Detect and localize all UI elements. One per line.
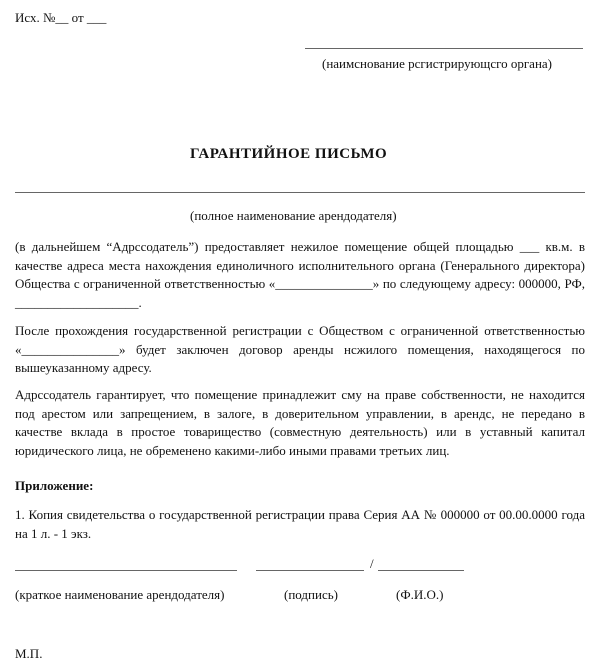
- paragraph-premises: (в дальнейшем “Адрссодатель”) предоставляет нежилое помещение общей площадью ___ кв.м. в качестве адреса места нахождения единоличного исполнительного органа (Генерального директора) Общества с ограниченной ответственностью «_______________» по следующему адресу: 000000, РФ, ___________________.: [15, 239, 585, 310]
- paragraph-registration: После прохождения государственной регистрации с Обществом с ограниченной ответственностью «_______________» будет заключен договор аренды нсжилого помещения, находящегося по вышеуказанному адресу.: [15, 323, 585, 375]
- appendix-heading: Приложение:: [15, 478, 94, 493]
- landlord-blank-line: [15, 192, 585, 193]
- stamp-place: М.П.: [15, 646, 43, 661]
- name-line: [378, 570, 464, 571]
- outgoing-reference: Исх. №__ от ___: [15, 10, 107, 25]
- signature-slash: /: [370, 556, 374, 571]
- document-title: ГАРАНТИЙНОЕ ПИСЬМО: [190, 146, 388, 162]
- authority-blank-line: [305, 48, 583, 49]
- signature-line: [256, 570, 364, 571]
- landlord-sign-line: [15, 570, 237, 571]
- signature-label: (подпись): [284, 587, 338, 602]
- landlord-caption: (полное наименование арендодателя): [190, 208, 397, 223]
- landlord-short-name-label: (краткое наименование арендодателя): [15, 587, 225, 602]
- paragraph-guarantee: Адрсcодатель гарантирует, что помещение принадлежит сму на праве собственности, не находится под арестом или запрещением, в залоге, в доверительном управлении, в арендс, не передано в качестве вклада в простое товарищество (совместную деятельность) или в уставный капитал юридического лица, не обременено какими-либо иными правами третьих лиц.: [15, 387, 585, 458]
- appendix-item: 1. Копия свидетельства о государственной регистрации права Серия АА № 000000 от 00.00.0000 года на 1 л. - 1 экз.: [15, 507, 585, 541]
- full-name-label: (Ф.И.О.): [396, 587, 444, 602]
- authority-caption: (наимснование рсгистрирующсго органа): [322, 56, 553, 71]
